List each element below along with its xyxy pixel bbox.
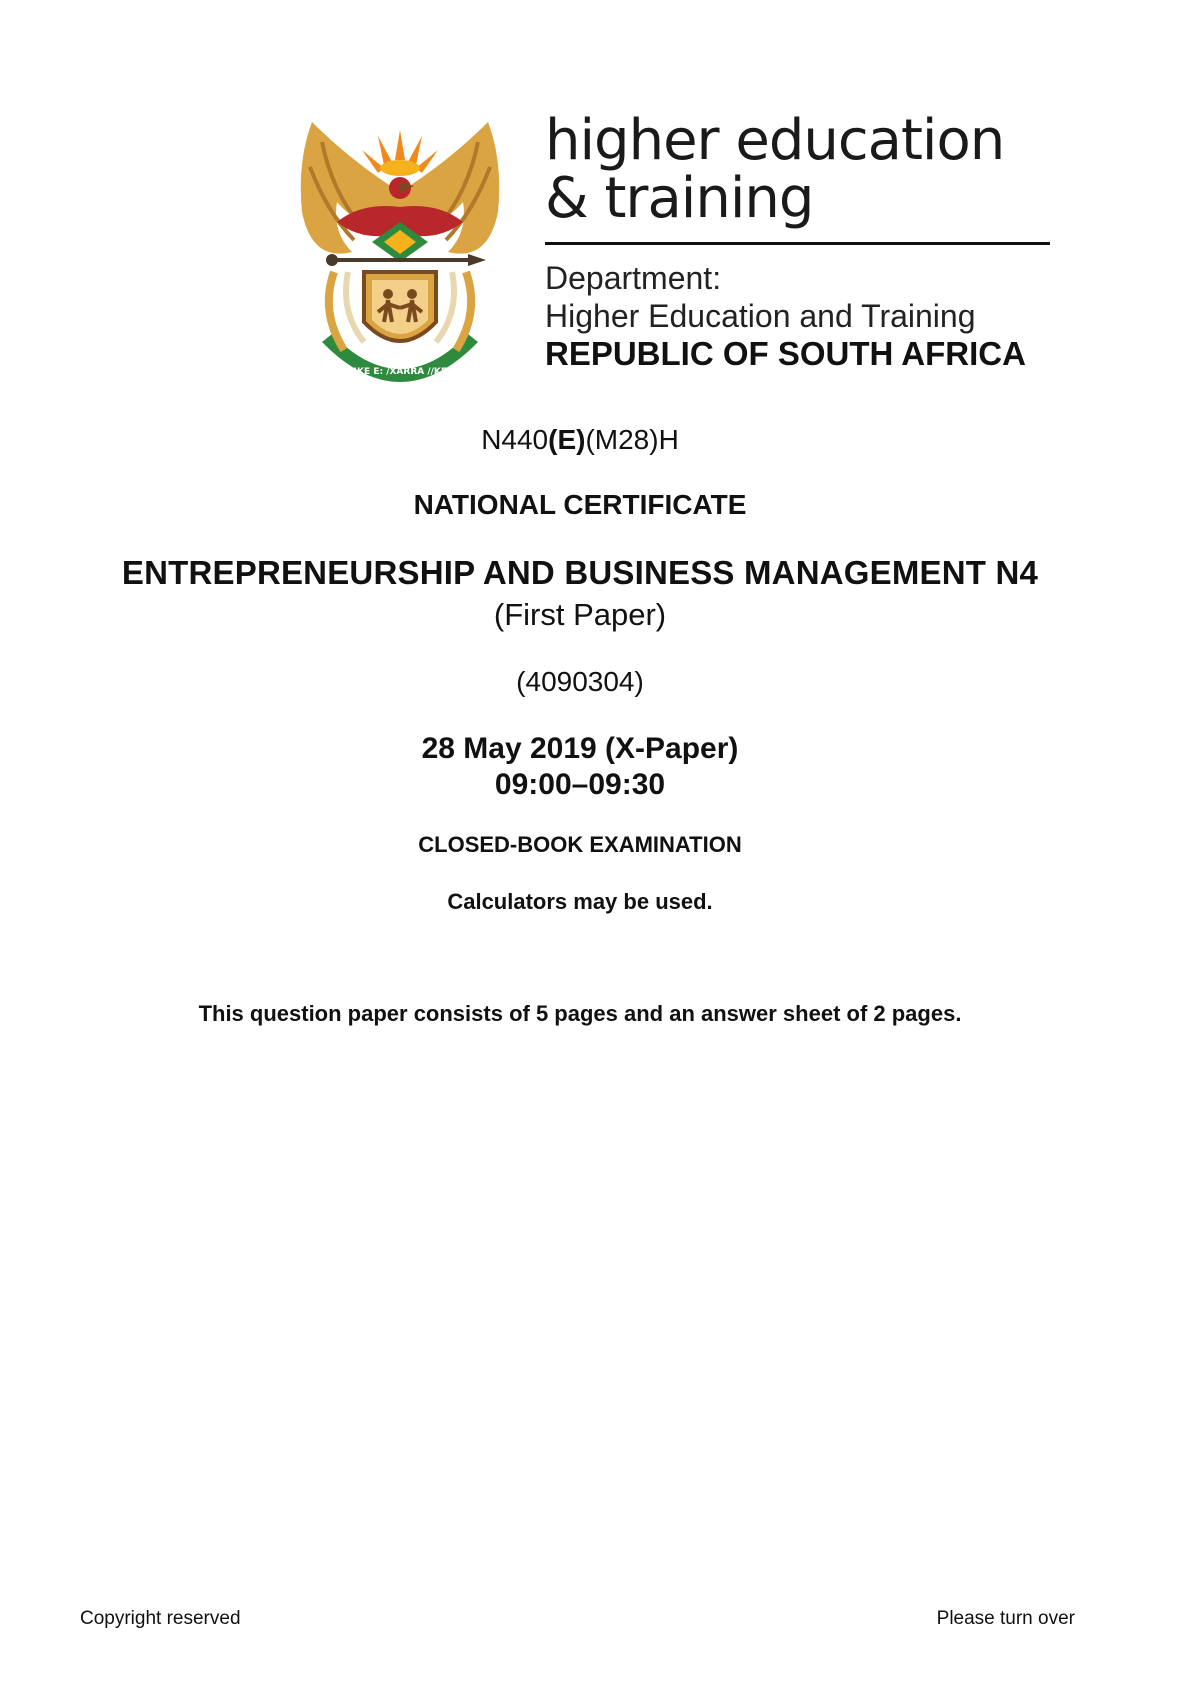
exam-date: 28 May 2019 (X-Paper): [421, 732, 739, 765]
certificate-title: NATIONAL CERTIFICATE: [413, 489, 747, 520]
footer-turn-over: Please turn over: [936, 1608, 1075, 1629]
brand-line-2: & training: [545, 166, 814, 231]
svg-text:!KE E: /XARRA //KE: !KE E: /XARRA //KE: [352, 367, 448, 377]
footer-copyright: Copyright reserved: [80, 1608, 241, 1629]
subject-title: ENTREPRENEURSHIP AND BUSINESS MANAGEMENT N4: [121, 554, 1039, 591]
brand-line-1: higher education: [545, 108, 1005, 173]
department-brand: [545, 108, 1050, 373]
paper-code: [0, 424, 1160, 456]
department-name: Higher Education and Training: [545, 298, 976, 334]
exam-time: 09:00–09:30: [494, 768, 666, 801]
paper-code-language: (E): [548, 424, 586, 455]
exam-type: CLOSED-BOOK EXAMINATION: [418, 832, 742, 857]
paper-part: (First Paper): [493, 597, 667, 632]
paper-code-prefix: N440: [481, 424, 549, 455]
department-lines: [545, 259, 1050, 373]
department-label: Department:: [545, 260, 722, 296]
coat-of-arms-logo: [292, 122, 508, 394]
country-name: REPUBLIC OF SOUTH AFRICA: [545, 335, 1026, 372]
calculators-note: Calculators may be used.: [447, 889, 713, 914]
pages-note: This question paper consists of 5 pages and an answer sheet of 2 pages.: [198, 1001, 962, 1026]
brand-divider: [545, 242, 1050, 245]
subject-code: (4090304): [516, 666, 644, 697]
paper-code-suffix: (M28)H: [585, 424, 679, 455]
